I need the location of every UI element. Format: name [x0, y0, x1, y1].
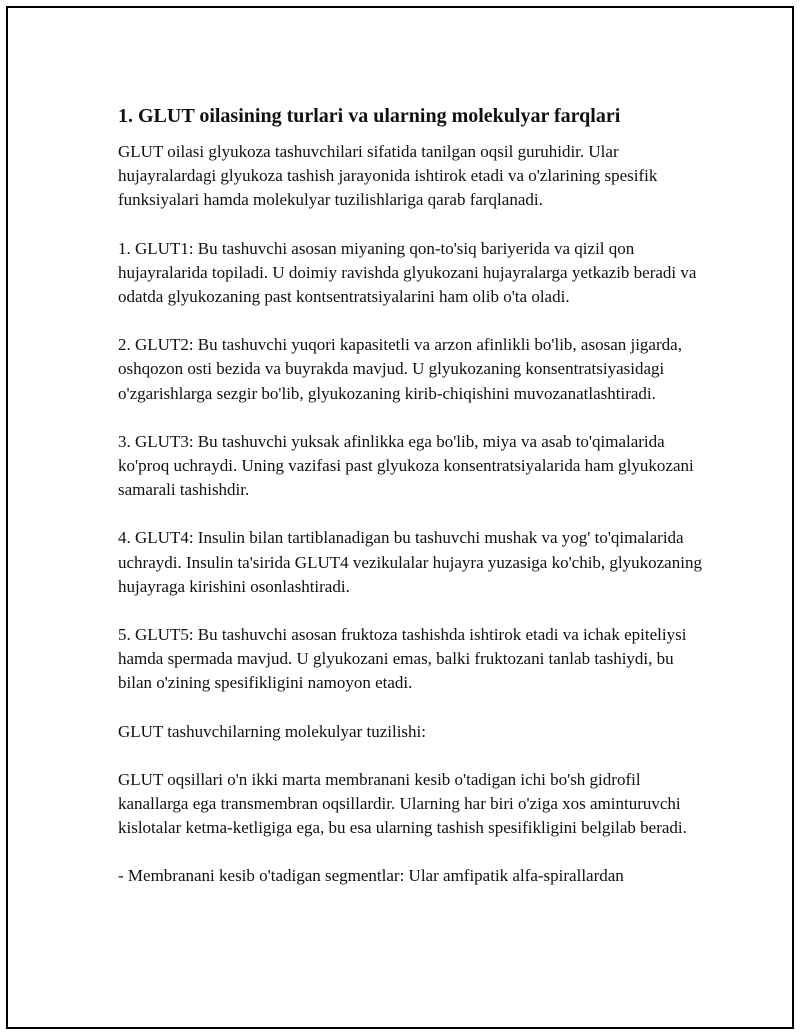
- glut4-paragraph: 4. GLUT4: Insulin bilan tartiblanadigan bu tashuvchi mushak va yog' to'qimalarida uchraydi. Insulin ta'sirida GLUT4 vezikulalar hujayra yuzasiga ko'chib, glyukozaning hujayraga kirishini osonlashtiradi.: [118, 528, 702, 596]
- document-body: [118, 102, 708, 913]
- section-heading-structure: GLUT tashuvchilarning molekulyar tuzilishi:: [118, 721, 426, 741]
- glut2-paragraph: 2. GLUT2: Bu tashuvchi yuqori kapasitetli va arzon afinlikli bo'lib, asosan jigarda, oshqozon osti bezida va buyrakda mavjud. U glyukozaning konsentratsiyasidagi o'zgarishlarga sezgir bo'lib, glyukozaning kirib-chiqishini muvozanatlashtiradi.: [118, 335, 682, 403]
- glut5-paragraph: 5. GLUT5: Bu tashuvchi asosan fruktoza tashishda ishtirok etadi va ichak epiteliysi hamda spermada mavjud. U glyukozani emas, balki fruktozani tanlab tashiydi, bu bilan o'zining spesifikligini namoyon etadi.: [118, 625, 687, 693]
- structure-paragraph: GLUT oqsillari o'n ikki marta membranani kesib o'tadigan ichi bo'sh gidrofil kanallarga ega transmembran oqsillardir. Ularning har biri o'ziga xos aminturuvchi kislotalar ketma-ketligiga ega, bu esa ularning tashish spesifikligini belgilab beradi.: [118, 769, 687, 838]
- document-page: [6, 6, 794, 1029]
- document-title: 1. GLUT oilasining turlari va ularning molekulyar farqlari: [118, 105, 621, 127]
- glut1-paragraph: 1. GLUT1: Bu tashuvchi asosan miyaning qon-to'siq bariyerida va qizil qon hujayralarida topiladi. U doimiy ravishda glyukozani hujayralarga yetkazib beradi va odatda glyukozaning past kontsentratsiyalarini ham olib o'ta oladi.: [118, 238, 697, 307]
- segments-paragraph: - Membranani kesib o'tadigan segmentlar: Ular amfipatik alfa-spirallardan: [118, 866, 624, 886]
- glut3-paragraph: 3. GLUT3: Bu tashuvchi yuksak afinlikka ega bo'lib, miya va asab to'qimalarida ko'proq uchraydi. Uning vazifasi past glyukoza konsentratsiyalarida ham glyukozani samarali tashishdir.: [118, 431, 694, 500]
- intro-paragraph: GLUT oilasi glyukoza tashuvchilari sifatida tanilgan oqsil guruhidir. Ular hujayralardagi glyukoza tashish jarayonida ishtirok etadi va o'zlarining spesifik funksiyalari hamda molekulyar tuzilishlariga qarab farqlanadi.: [118, 142, 658, 210]
